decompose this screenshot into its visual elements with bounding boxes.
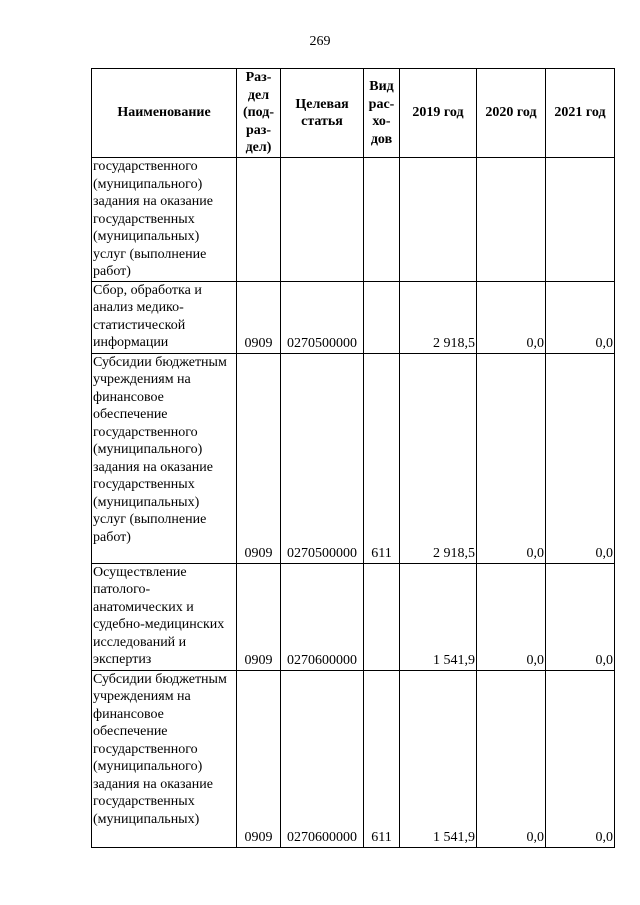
row-2021: 0,0 [546,670,615,847]
row-target: 0270600000 [281,563,364,670]
row-expense-type [364,281,400,353]
table-header-row [92,69,615,158]
header-2020: 2020 год [477,69,546,158]
row-name: Сбор, обработка и анализ медико-статистической информации [92,281,237,353]
page-number: 269 [309,34,331,49]
budget-table [91,68,615,848]
header-target [281,69,364,158]
header-expense-type [364,69,400,158]
header-section-label: Раз- дел (под- раз- дел) [242,70,275,156]
row-name: Субсидии бюджетным учреждениям на финансовое обеспечение государственного (муниципального) задания на оказание государственных (муниципальных) [92,670,237,847]
row-section: 0909 [237,563,281,670]
row-section [237,158,281,282]
row-name: Осуществление патолого-анатомических и судебно-медицинских исследований и экспертиз [92,563,237,670]
row-name: государственного (муниципального) задания на оказание государственных (муниципальных) услуг (выполнение работ) [92,158,237,282]
row-expense-type: 611 [364,670,400,847]
row-2021 [546,158,615,282]
row-target [281,158,364,282]
table-row [92,281,615,353]
row-2019: 1 541,9 [400,670,477,847]
header-expense-type-label: Вид рас- хо- дов [368,79,395,147]
row-2019: 1 541,9 [400,563,477,670]
header-name: Наименование [92,69,237,158]
row-name: Субсидии бюджетным учреждениям на финансовое обеспечение государственного (муниципального) задания на оказание государственных (муниципальных) услуг (выполнение работ) [92,353,237,563]
row-2020: 0,0 [477,353,546,563]
row-section: 0909 [237,670,281,847]
row-section: 0909 [237,353,281,563]
row-target: 0270500000 [281,281,364,353]
row-target: 0270500000 [281,353,364,563]
row-2021: 0,0 [546,563,615,670]
row-2020: 0,0 [477,563,546,670]
row-2019 [400,158,477,282]
row-target: 0270600000 [281,670,364,847]
row-2020: 0,0 [477,670,546,847]
header-2021: 2021 год [546,69,615,158]
table-row [92,670,615,847]
table-row [92,353,615,563]
table-row [92,158,615,282]
row-section: 0909 [237,281,281,353]
row-2021: 0,0 [546,281,615,353]
row-2020: 0,0 [477,281,546,353]
row-2021: 0,0 [546,353,615,563]
header-2019: 2019 год [400,69,477,158]
row-2019: 2 918,5 [400,353,477,563]
row-expense-type [364,563,400,670]
header-target-label: Целевая статья [295,96,349,129]
row-2019: 2 918,5 [400,281,477,353]
row-expense-type: 611 [364,353,400,563]
table-row [92,563,615,670]
row-2020 [477,158,546,282]
header-section [237,69,281,158]
row-expense-type [364,158,400,282]
